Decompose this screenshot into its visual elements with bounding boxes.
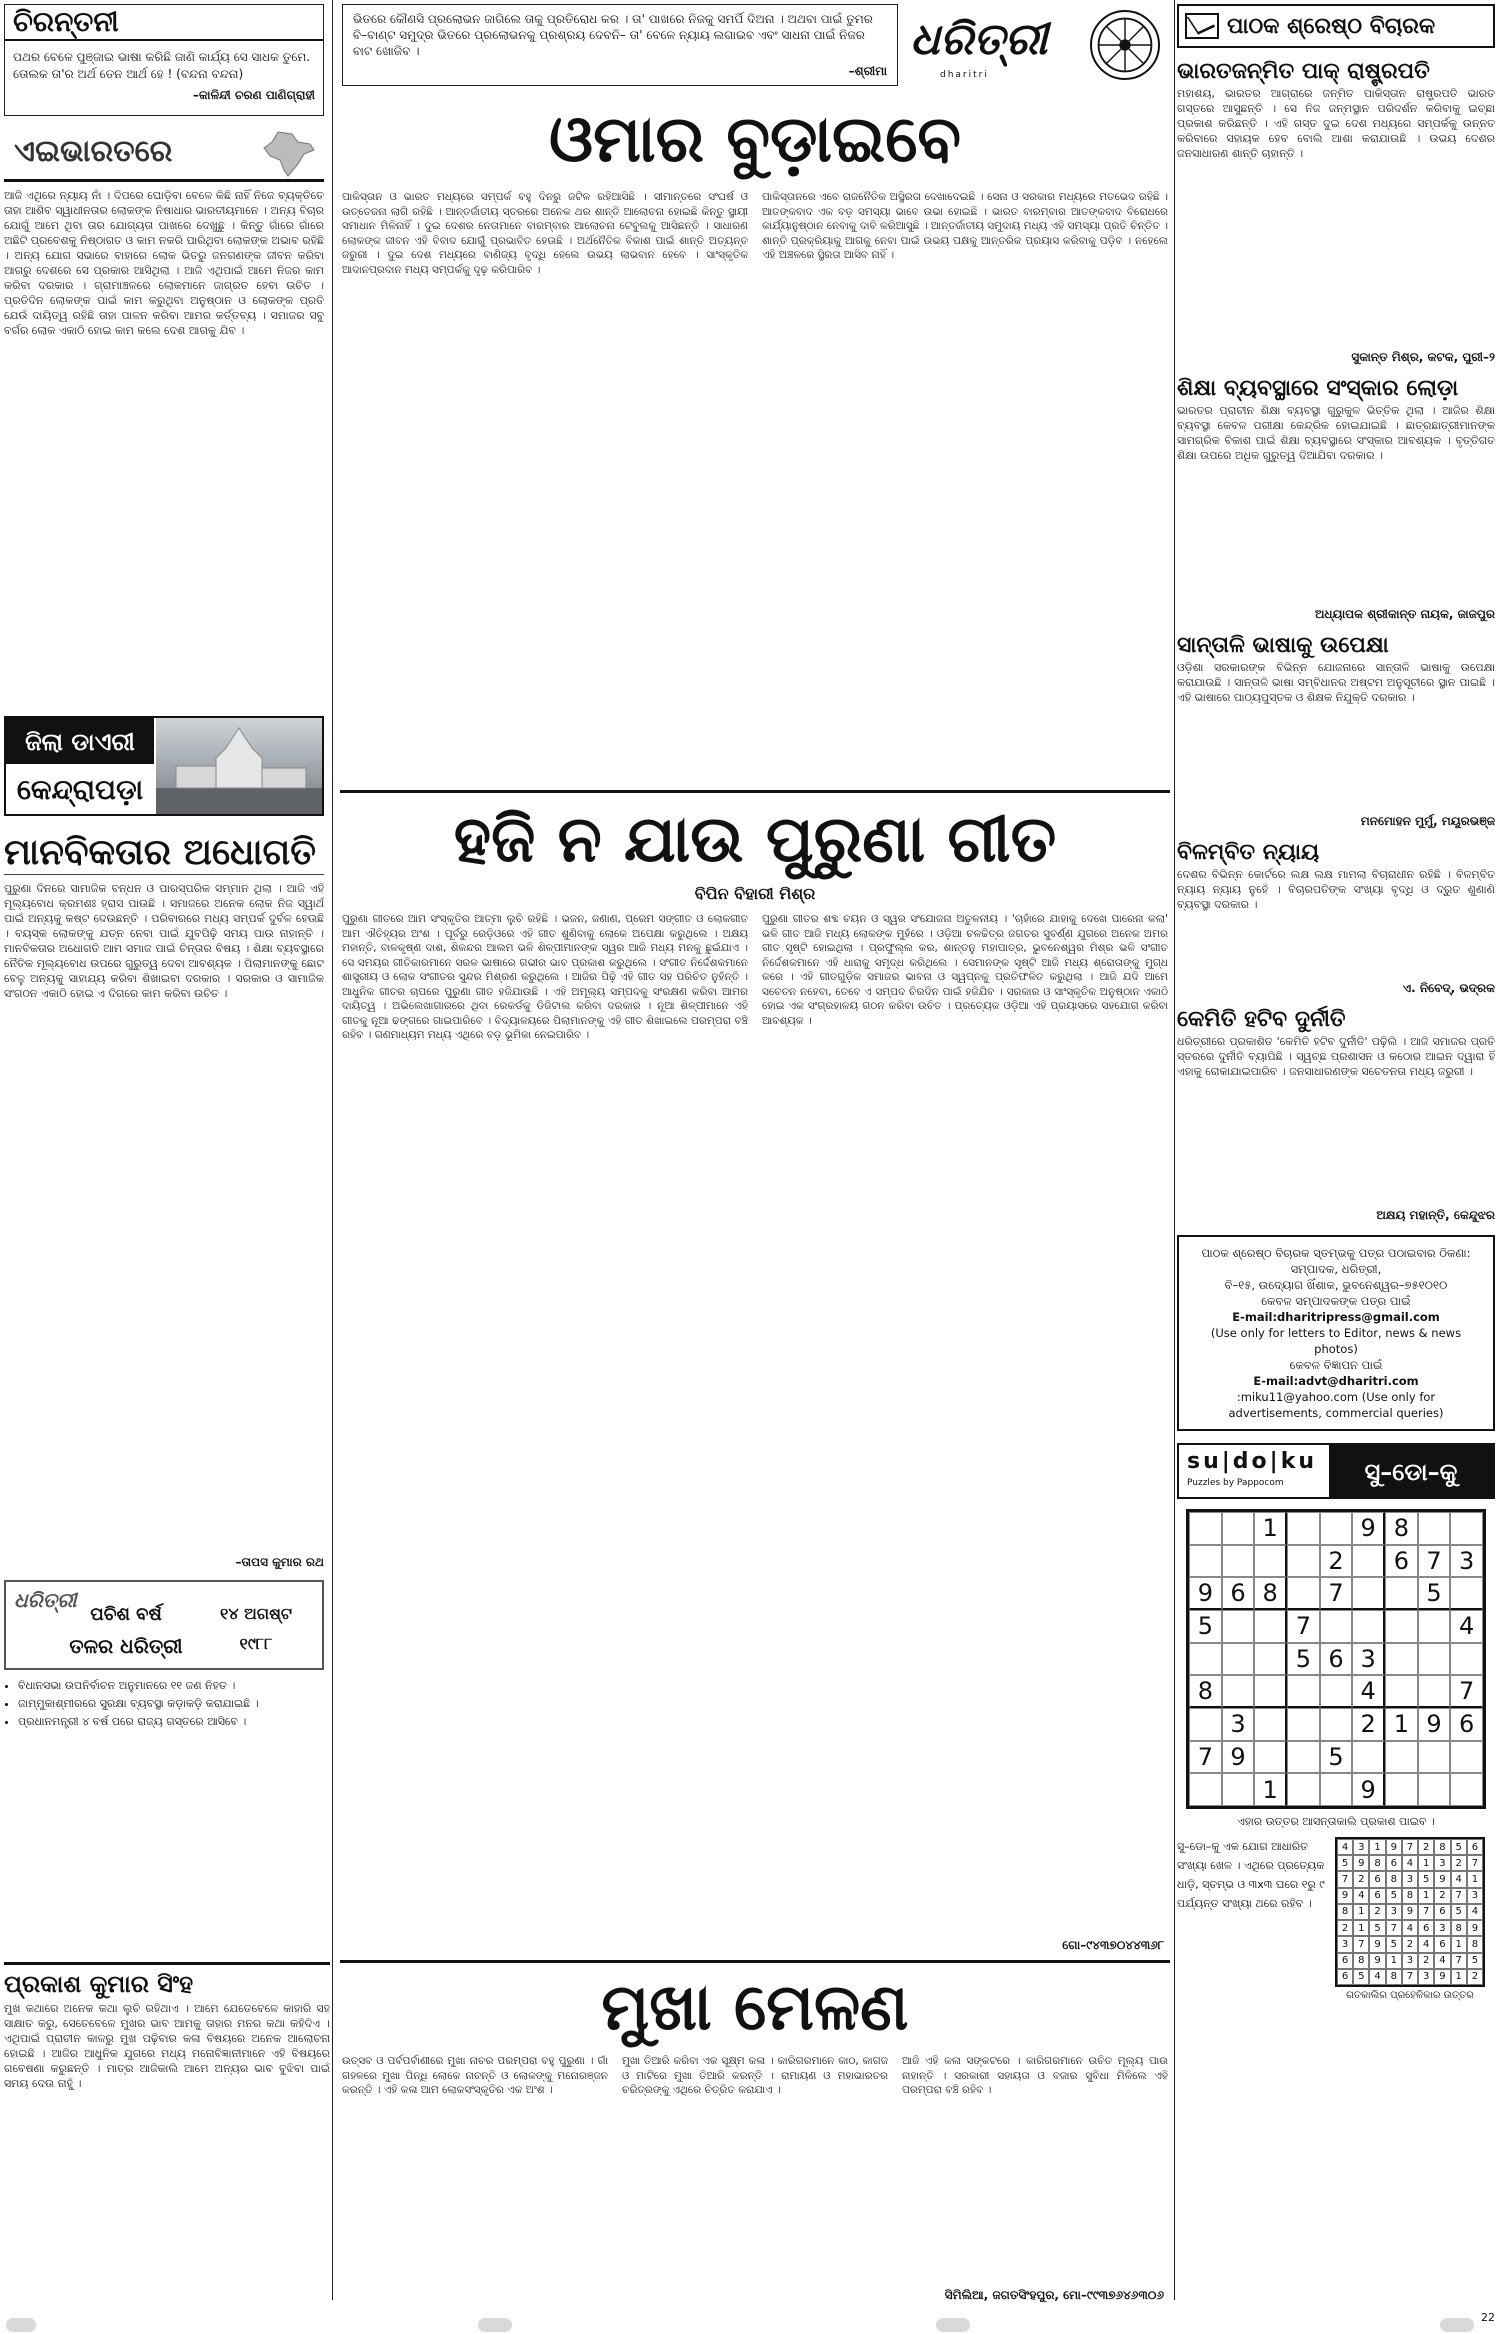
sudoku-brand [1179, 1445, 1329, 1497]
solution-cell: 7 [1402, 1839, 1418, 1855]
sudoku-cell[interactable] [1287, 1708, 1320, 1741]
sudoku-title: ସୁ–ଡୋ–କୁ [1329, 1445, 1493, 1497]
sudoku-cell[interactable]: 9 [1352, 1512, 1385, 1545]
article2-rule [340, 790, 1170, 793]
right-column [1177, 4, 1495, 2314]
solution-cell: 3 [1402, 1871, 1418, 1887]
solution-cell: 9 [1402, 1904, 1418, 1920]
aji-bharat-title: ଏଇଭାରତରେ [14, 134, 173, 169]
article3-col2: ମୁଖା ତିଆରି କରିବା ଏକ ସୂକ୍ଷ୍ମ କଳା । କାରିଗରମାନେ କାଠ, କାଗଜ ଓ ମାଟିରେ ମୁଖା ତିଆରି କରନ୍ତି । ରାମାୟଣ ଓ ମହାଭାରତର ଚରିତ୍ରଙ୍କୁ ଏଥିରେ ଚିତ୍ରିତ କରାଯାଏ । [622, 2055, 888, 2096]
sudoku-cell[interactable]: 5 [1418, 1577, 1451, 1610]
article1-columns [342, 190, 1168, 780]
solution-cell: 5 [1386, 1888, 1402, 1904]
sudoku-brand-text: su|do|ku [1187, 1449, 1317, 1474]
temple-photo [156, 718, 322, 814]
temple-image [156, 718, 322, 814]
solution-cell: 4 [1353, 1888, 1369, 1904]
sudoku-cell[interactable] [1222, 1773, 1255, 1806]
chirantani-title: ଚିରନ୍ତନୀ [5, 5, 323, 41]
solution-cell: 8 [1337, 1904, 1353, 1920]
solution-cell: 9 [1386, 1839, 1402, 1855]
sudoku-cell[interactable] [1418, 1610, 1451, 1643]
sudoku-cell[interactable]: 7 [1189, 1741, 1222, 1774]
horizontal-scrollbar[interactable] [6, 2318, 36, 2332]
prakash-block [4, 1962, 330, 2301]
letter-author: ଅକ୍ଷୟ ମହାନ୍ତି, କେନ୍ଦୁଝର [1376, 1208, 1495, 1222]
sudoku-cell[interactable] [1254, 1610, 1287, 1643]
solution-cell: 6 [1386, 1855, 1402, 1871]
divider [4, 1962, 330, 1965]
solution-cell: 9 [1467, 1920, 1483, 1936]
solution-cell: 1 [1467, 1871, 1483, 1887]
solution-cell: 2 [1353, 1871, 1369, 1887]
middle-column [340, 0, 1170, 2310]
sudoku-cell[interactable] [1189, 1545, 1222, 1578]
anniversary-bullet: • ଜାମ୍ମୁକାଶ୍ମୀରରେ ସୁରକ୍ଷା ବ୍ୟବସ୍ଥା କଡ଼ାକଡ଼ି କରାଯାଇଛି । [18, 1696, 324, 1711]
sudoku-cell[interactable] [1189, 1643, 1222, 1676]
sudoku-cell[interactable] [1254, 1675, 1287, 1708]
manavikata-body: ପୁରୁଣା ଦିନରେ ସାମାଜିକ ବନ୍ଧନ ଓ ପାରସ୍ପରିକ ସମ୍ମାନ ଥିଲା । ଆଜି ଏହି ମୂଲ୍ୟବୋଧ କ୍ରମଶଃ ହ୍ରାସ ପାଉଛି । ସମାଜରେ ଅନେକ ଲୋକ ନିଜ ସ୍ୱାର୍ଥ ପାଇଁ ଅନ୍ୟକୁ କଷ୍ଟ ଦେଉଛନ୍ତି । ପରିବାରରେ ମଧ୍ୟ ସମ୍ପର୍କ ଦୁର୍ବଳ ହେଉଛି । ବୟସ୍କ ଲୋକଙ୍କୁ ଯତ୍ନ ନେବା ପାଇଁ ଯୁବପିଢ଼ି ସମୟ ପାଉ ନାହାନ୍ତି । ମାନବିକତାର ଅଧୋଗତି ଆମ ସମାଜ ପାଇଁ ଚିନ୍ତାର ବିଷୟ । ଶିକ୍ଷା ବ୍ୟବସ୍ଥାରେ ନୈତିକ ମୂଲ୍ୟବୋଧ ଉପରେ ଗୁରୁତ୍ୱ ଦେବା ଆବଶ୍ୟକ । ପିଲାମାନଙ୍କୁ ଛୋଟ ବେଳୁ ଅନ୍ୟକୁ ସାହାଯ୍ୟ କରିବା ଶିଖାଇବା ଦରକାର । ସରକାର ଓ ସାମାଜିକ ସଂଗଠନ ଏକାଠି ହୋଇ ଏ ଦିଗରେ କାମ କରିବା ଉଚିତ । [4, 882, 324, 1000]
sudoku-cell[interactable] [1287, 1773, 1320, 1806]
sudoku-cell[interactable]: 7 [1450, 1675, 1483, 1708]
scrollbar-thumb[interactable] [478, 2318, 512, 2332]
sudoku-cell[interactable]: 7 [1320, 1577, 1353, 1610]
letter-3 [1177, 630, 1495, 829]
sudoku-cell[interactable] [1418, 1773, 1451, 1806]
sudoku-cell[interactable] [1385, 1741, 1418, 1774]
solution-cell: 1 [1369, 1839, 1385, 1855]
letter-title: ଶିକ୍ଷା ବ୍ୟବସ୍ଥାରେ ସଂସ୍କାର ଲୋଡ଼ା [1177, 375, 1459, 401]
solution-cell: 7 [1451, 1888, 1467, 1904]
solution-cell: 8 [1386, 1871, 1402, 1887]
solution-cell: 2 [1369, 1904, 1385, 1920]
letter-body: ଓଡ଼ିଶା ସରକାରଙ୍କ ବିଭିନ୍ନ ଯୋଜନାରେ ସାନ୍ତାଳି ଭାଷାକୁ ଉପେକ୍ଷା କରାଯାଉଛି । ସାନ୍ତାଳି ଭାଷା ସମ୍ବିଧାନର ଅଷ୍ଟମ ଅନୁସୂଚୀରେ ସ୍ଥାନ ପାଇଛି । ଏହି ଭାଷାରେ ପାଠ୍ୟପୁସ୍ତକ ଓ ଶିକ୍ଷକ ନିଯୁକ୍ତି ଦରକାର । [1177, 661, 1495, 704]
sudoku-cell[interactable]: 3 [1450, 1545, 1483, 1578]
solution-cell: 3 [1402, 1953, 1418, 1969]
sudoku-cell[interactable]: 2 [1352, 1708, 1385, 1741]
anniversary-year: ୧୯୮୮ [239, 1634, 273, 1653]
article1-col2: ପାକିସ୍ତାନରେ ଏବେ ରାଜନୈତିକ ଅସ୍ଥିରତା ଦେଖାଦେଇଛି । ସେନା ଓ ସରକାର ମଧ୍ୟରେ ମତଭେଦ ରହିଛି । ଆତଙ୍କବାଦ ଏକ ବଡ଼ ସମସ୍ୟା ଭାବେ ଉଭା ହୋଇଛି । ଭାରତ ବାରମ୍ବାର ଆତଙ୍କବାଦ ବିରୋଧରେ କାର୍ଯ୍ୟାନୁଷ୍ଠାନ ନେବାକୁ ଦାବି କରିଆସୁଛି । ଆନ୍ତର୍ଜାତୀୟ ସମୁଦାୟ ମଧ୍ୟ ଏହି ସମସ୍ୟା ପ୍ରତି ଚିନ୍ତିତ । ଶାନ୍ତି ପ୍ରକ୍ରିୟାକୁ ଆଗକୁ ନେବା ପାଇଁ ଉଭୟ ପକ୍ଷକୁ ଆନ୍ତରିକ ପ୍ରୟାସ କରିବାକୁ ପଡ଼ିବ । ନହେଲେ ଏହି ଅଞ୍ଚଳରେ ସ୍ଥିରତା ଆସିବ ନାହିଁ । [762, 191, 1168, 261]
chirantani-quote [5, 41, 323, 112]
address-line: କେବଳ ବିଜ୍ଞାପନ ପାଇଁ [1289, 1358, 1383, 1372]
scrollbar-thumb[interactable] [1440, 2318, 1474, 2332]
address-note: (Use only for letters to Editor, news & news photos) [1210, 1326, 1462, 1356]
sudoku-cell[interactable] [1320, 1512, 1353, 1545]
solution-cell: 5 [1418, 1871, 1434, 1887]
zila-diary-box [4, 716, 324, 816]
sudoku-cell[interactable] [1385, 1577, 1418, 1610]
solution-cell: 6 [1337, 1953, 1353, 1969]
prev-solution-grid [1335, 1837, 1485, 1987]
sudoku-cell[interactable] [1418, 1643, 1451, 1676]
solution-cell: 1 [1386, 1953, 1402, 1969]
sudoku-cell[interactable]: 6 [1222, 1577, 1255, 1610]
sudoku-rules: ସୁ–ଡୋ–କୁ ଏକ ଯୋଗ ଆଧାରିତ ସଂଖ୍ୟା ଖେଳ । ଏଥିରେ ପ୍ରତ୍ୟେକ ଧାଡ଼ି, ସ୍ତମ୍ଭ ଓ ୩x୩ ଘରେ ୧ରୁ ୯ ପର୍ଯ୍ୟନ୍ତ ସଂଖ୍ୟା ଥରେ ରହିବ । [1177, 1840, 1325, 1910]
sudoku-cell[interactable] [1352, 1545, 1385, 1578]
letter-1 [1177, 56, 1495, 365]
column-rule [1174, 0, 1175, 2300]
reader-label: ପାଠକ ଶ୍ରେଷ୍ଠ ବିଚାରକ [1227, 13, 1436, 39]
solution-cell: 6 [1369, 1871, 1385, 1887]
solution-cell: 6 [1467, 1839, 1483, 1855]
sudoku-cell[interactable] [1385, 1643, 1418, 1676]
scrollbar-thumb[interactable] [936, 2318, 970, 2332]
address-line: ବି–୧୫, ଉଦ୍ୟୋଗ ଖିଁଶାକ, ଭୁବନେଶ୍ୱର–୭୫୧୦୧୦ [1224, 1278, 1448, 1292]
address-line: ସମ୍ପାଦକ, ଧରିତ୍ରୀ, [1290, 1262, 1382, 1276]
sudoku-header [1177, 1443, 1495, 1499]
sudoku-cell[interactable] [1450, 1643, 1483, 1676]
article3-columns [342, 2054, 1168, 2280]
article2-col2: ପୁରୁଣା ଗୀତର ଶବ୍ଦ ଚୟନ ଓ ସ୍ୱର ସଂଯୋଜନା ଅତୁଳନୀୟ । 'ଚାହାଁରେ ଯାହାକୁ ଦେଖେ ପାରେନା କଲା' ଭଳି ଗୀତ ଆଜି ମଧ୍ୟ ଲୋକଙ୍କ ମୁହଁରେ । ଓଡ଼ିଆ ଚଳଚ୍ଚିତ୍ର ଜଗତର ସୁବର୍ଣ୍ଣ ଯୁଗରେ ଅନେକ ଅମର ଗୀତ ସୃଷ୍ଟି ହୋଇଥିଲା । ପ୍ରଫୁଲ୍ଲ କର, ଶାନ୍ତନୁ ମହାପାତ୍ର, ଭୁବନେଶ୍ୱର ମିଶ୍ର ଭଳି ସଂଗୀତ ନିର୍ଦ୍ଦେଶକମାନେ ଏହି ଧାରାକୁ ସମୃଦ୍ଧ କରିଥିଲେ । ସେମାନଙ୍କ ସୃଷ୍ଟି ଆଜି ମଧ୍ୟ ଶ୍ରୋତାଙ୍କୁ ମୁଗ୍ଧ କରେ । ଏହି ଗୀତଗୁଡ଼ିକ ସମାଜର ଭାବନା ଓ ସ୍ୱପ୍ନକୁ ପ୍ରତିଫଳିତ କରୁଥିଲା । ଆଜି ଯଦି ଆମେ ସଚେତନ ନହେବା, ତେବେ ଏ ସମ୍ପଦ ଚିରଦିନ ପାଇଁ ହଜିଯିବ । ସରକାର ଓ ସାଂସ୍କୃତିକ ଅନୁଷ୍ଠାନ ଏକାଠି ହୋଇ ଏକ ସଂଗ୍ରହାଳୟ ଗଠନ କରିବା ଉଚିତ । ପ୍ରତ୍ୟେକ ଓଡ଼ିଆ ଏହି ପ୍ରୟାସରେ ସହଯୋଗ କରିବା ଆବଶ୍ୟକ । [762, 913, 1168, 1027]
solution-cell: 2 [1434, 1888, 1450, 1904]
page-number: 22 [1481, 2311, 1495, 2324]
solution-cell: 3 [1434, 1920, 1450, 1936]
sudoku-cell[interactable] [1385, 1610, 1418, 1643]
divider [4, 874, 324, 875]
solution-cell: 4 [1369, 1969, 1385, 1985]
sudoku-cell[interactable]: 9 [1189, 1577, 1222, 1610]
solution-cell: 6 [1369, 1888, 1385, 1904]
sudoku-cell[interactable] [1320, 1610, 1353, 1643]
zila-diary-label: ଜିଲା ଡାଏରୀ [6, 718, 154, 764]
solution-cell: 1 [1418, 1888, 1434, 1904]
chirantani-author: –କାଳିନ୍ଦୀ ଚରଣ ପାଣିଗ୍ରାହୀ [192, 88, 315, 102]
solution-cell: 5 [1451, 1839, 1467, 1855]
solution-cell: 8 [1369, 1855, 1385, 1871]
solution-cell: 2 [1337, 1920, 1353, 1936]
sudoku-cell[interactable]: 6 [1320, 1643, 1353, 1676]
letter-2 [1177, 373, 1495, 622]
headline-mukha-melan: ମୁଖା ମେଳଣ [601, 1970, 909, 2045]
solution-cell: 9 [1434, 1969, 1450, 1985]
article3-rule [340, 1960, 1170, 1963]
sudoku-cell[interactable]: 9 [1352, 1773, 1385, 1806]
sudoku-answer-note: ଏହାର ଉତ୍ତର ଆସନ୍ତାକାଲି ପ୍ରକାଶ ପାଇବ । [1237, 1815, 1435, 1828]
solution-cell: 1 [1418, 1855, 1434, 1871]
sudoku-cell[interactable] [1418, 1512, 1451, 1545]
solution-cell: 4 [1337, 1839, 1353, 1855]
letter-author: ଏ. ନିବେଦ୍, ଭଦ୍ରକ [1402, 981, 1495, 995]
solution-cell: 7 [1418, 1904, 1434, 1920]
solution-cell: 3 [1434, 1855, 1450, 1871]
india-map-icon [258, 130, 316, 178]
solution-cell: 5 [1337, 1855, 1353, 1871]
solution-cell: 5 [1451, 1904, 1467, 1920]
solution-cell: 3 [1418, 1969, 1434, 1985]
sudoku-cell[interactable]: 8 [1385, 1512, 1418, 1545]
letter-body: ଧରିତ୍ରୀରେ ପ୍ରକାଶିତ 'କେମିତି ହଟିବ ଦୁର୍ନୀତି' ପଢ଼ିଲି । ଆଜି ସମାଜର ପ୍ରତି ସ୍ତରରେ ଦୁର୍ନୀତି ବ୍ୟାପିଛି । ସ୍ୱଚ୍ଛ ପ୍ରଶାସନ ଓ କଠୋର ଆଇନ ଦ୍ୱାରା ହିଁ ଏହାକୁ ରୋକାଯାଇପାରିବ । ଜନସାଧାରଣଙ୍କ ସଚେତନତା ମଧ୍ୟ ଜରୁରୀ । [1177, 1035, 1495, 1078]
advt-email-link[interactable]: E-mail:advt@dharitri.com [1253, 1374, 1419, 1388]
solution-cell: 5 [1467, 1953, 1483, 1969]
article2-byline: ବିପିନ ବିହାରୀ ମିଶ୍ର [694, 884, 816, 903]
letter-body: ଭାରତର ପ୍ରାଚୀନ ଶିକ୍ଷା ବ୍ୟବସ୍ଥା ଗୁରୁକୁଳ ଭିତ୍ତିକ ଥିଲା । ଆଜିର ଶିକ୍ଷା ବ୍ୟବସ୍ଥା କେବଳ ପରୀକ୍ଷା କେନ୍ଦ୍ରିକ ହୋଇଯାଇଛି । ଛାତ୍ରଛାତ୍ରୀମାନଙ୍କ ସାମଗ୍ରିକ ବିକାଶ ପାଇଁ ଶିକ୍ଷା ବ୍ୟବସ୍ଥାରେ ସଂସ୍କାର ଆବଶ୍ୟକ । ବୃତ୍ତିଗତ ଶିକ୍ଷା ଉପରେ ଅଧିକ ଗୁରୁତ୍ୱ ଦିଆଯିବା ଦରକାର । [1177, 404, 1495, 462]
solution-cell: 8 [1451, 1920, 1467, 1936]
article2-contact: ଗୋ–୯୪୩୭୦୪୪୩୬୮ [1062, 1938, 1164, 1952]
sudoku-cell[interactable] [1222, 1545, 1255, 1578]
solution-cell: 8 [1467, 1936, 1483, 1952]
solution-cell: 2 [1418, 1839, 1434, 1855]
sudoku-cell[interactable] [1254, 1741, 1287, 1774]
letter-author: ସୁକାନ୍ତ ମିଶ୍ର, କଟକ, ପୁରୀ–୨ [1351, 350, 1495, 364]
sudoku-cell[interactable] [1418, 1675, 1451, 1708]
letter-title: ସାନ୍ତାଳି ଭାଷାକୁ ଉପେକ୍ଷା [1177, 632, 1389, 658]
sudoku-cell[interactable]: 4 [1352, 1675, 1385, 1708]
article2-columns [342, 912, 1168, 1930]
sudoku-cell[interactable]: 7 [1287, 1610, 1320, 1643]
editor-email-link[interactable]: E-mail:dharitripress@gmail.com [1232, 1310, 1440, 1324]
masthead-logo: ଧରିତ୍ରୀ [910, 14, 1048, 65]
sudoku-cell[interactable]: 8 [1254, 1577, 1287, 1610]
sudoku-cell[interactable] [1254, 1708, 1287, 1741]
sudoku-cell[interactable] [1320, 1675, 1353, 1708]
solution-cell: 8 [1353, 1953, 1369, 1969]
sudoku-credit: Puzzles by Pappocom [1187, 1478, 1284, 1488]
dharma-wheel-icon [1090, 10, 1160, 80]
solution-cell: 9 [1353, 1855, 1369, 1871]
solution-cell: 7 [1386, 1920, 1402, 1936]
sudoku-cell[interactable] [1222, 1675, 1255, 1708]
solution-cell: 8 [1434, 1839, 1450, 1855]
sudoku-cell[interactable]: 5 [1287, 1643, 1320, 1676]
sudoku-cell[interactable]: 3 [1222, 1708, 1255, 1741]
solution-cell: 7 [1402, 1969, 1418, 1985]
solution-cell: 6 [1434, 1904, 1450, 1920]
anniversary-logo: ଧରିତ୍ରୀ [14, 1588, 77, 1612]
solution-cell: 1 [1451, 1969, 1467, 1985]
sudoku-cell[interactable] [1287, 1741, 1320, 1774]
masthead [910, 4, 1170, 86]
solution-cell: 7 [1451, 1953, 1467, 1969]
solution-cell: 4 [1402, 1855, 1418, 1871]
manavikata-author: –ତାପସ କୁମାର ରଥ [235, 1555, 324, 1569]
manavikata-title: ମାନବିକତାର ଅଧୋଗତି [4, 831, 316, 873]
solution-cell: 1 [1353, 1904, 1369, 1920]
sudoku-cell[interactable] [1254, 1643, 1287, 1676]
solution-cell: 4 [1434, 1953, 1450, 1969]
sudoku-cell[interactable] [1385, 1675, 1418, 1708]
aji-bharat-body: ଆଜି ଏଥିରେ ନ୍ୟାୟ ନାଁ । ଦିପରେ ଘୋଡ଼ିବା ବେଳେ କିଛି ନାହିଁ ନିଜେ ବ୍ୟକ୍ତିତେ ତାହା ଆଶିବ ସ୍ୱାଧୀନତାର ଲୋକଙ୍କ ନିଷାଧାର ଭାରତୀୟମାନେ । ଅନ୍ୟ ବିଚାର ଯୋଗୁଁ ଆମେ ଥିବା ତାର ଯୋଗ୍ୟତା ପାଖରେ ଦେଖୁଛୁ । କିନ୍ତୁ ଗାଁରେ ଗାଁରେ ଅଛିଟି ପ୍ରବେଶକୁ ନିଷ୍ଠାଗତ ଓ କାମ ନକରି ପାରିଥିବା ଲୋକଙ୍କ ଅଭାବ ରହିଛି । ଅନ୍ୟ ଯୋଗ ସଭାରେ ବାହାରେ ଲୋକ ଭିତରୁ ଜନଗଣଙ୍କ ଜୀବନ କରିବା ଆଗରୁ ଦେଶରେ ସେ ପ୍ରକାର ଆସିଥିଲା । ଆଜି ଏଥିପାଇଁ ଆମେ ନିଜର କାମ କରିବା ଦରକାର । ଗ୍ରାମାଞ୍ଚଳରେ ଲୋକମାନେ ଜାଗ୍ରତ ହେବା ଉଚିତ । ପ୍ରତିଦିନ ଲୋକଙ୍କ ପାଇଁ କାମ କରୁଥିବା ଅନୁଷ୍ଠାନ ଓ ଲୋକଙ୍କ ପ୍ରତି ଯେଉଁ ଦାୟିତ୍ୱ ରହିଛି ତାହା ପାଳନ କରିବା ଆମର କର୍ତ୍ତବ୍ୟ । ସମାଜର ସବୁ ବର୍ଗର ଲୋକ ଏକାଠି ହୋଇ କାମ କଲେ ଦେଶ ଆଗକୁ ଯିବ । [4, 189, 324, 337]
sudoku-cell[interactable] [1189, 1708, 1222, 1741]
sudoku-cell[interactable] [1287, 1512, 1320, 1545]
prev-solution-label: ଗତକାଲିର ପ୍ରହେଳିକାର ଉତ୍ତର [1346, 1990, 1474, 2001]
aji-bharat-header [4, 126, 324, 182]
column-rule [332, 0, 333, 2300]
sudoku-cell[interactable]: 6 [1385, 1545, 1418, 1578]
solution-cell: 4 [1418, 1936, 1434, 1952]
anniversary-bullets [4, 1678, 324, 1729]
solution-cell: 7 [1353, 1936, 1369, 1952]
sudoku-cell[interactable] [1222, 1512, 1255, 1545]
letter-body: ଦେଶର ବିଭିନ୍ନ କୋର୍ଟରେ ଲକ୍ଷ ଲକ୍ଷ ମାମଲା ବିଚାରାଧୀନ ରହିଛି । ବିଳମ୍ବିତ ନ୍ୟାୟ ନ୍ୟାୟ ନୁହେଁ । ବିଚାରପତିଙ୍କ ସଂଖ୍ୟା ବୃଦ୍ଧି ଓ ଦ୍ରୁତ ଶୁଣାଣି ବ୍ୟବସ୍ଥା ଦରକାର । [1177, 868, 1495, 911]
sudoku-cell[interactable]: 1 [1254, 1512, 1287, 1545]
solution-cell: 4 [1467, 1904, 1483, 1920]
sudoku-cell[interactable] [1450, 1577, 1483, 1610]
article1-col1: ପାକିସ୍ତାନ ଓ ଭାରତ ମଧ୍ୟରେ ସମ୍ପର୍କ ବହୁ ଦିନରୁ ଜଟିଳ ରହିଆସିଛି । ସୀମାନ୍ତରେ ସଂଘର୍ଷ ଓ ଉତ୍ତେଜନା ଲାଗି ରହିଛି । ଆନ୍ତର୍ଜାତୀୟ ସ୍ତରରେ ଅନେକ ଥର ଶାନ୍ତି ଆଲୋଚନା ହୋଇଛି କିନ୍ତୁ ସ୍ଥାୟୀ ସମାଧାନ ମିଳିନାହିଁ । ଦୁଇ ଦେଶର ନେତାମାନେ ବାରମ୍ବାର ଆଲୋଚନା ଟେବୁଲକୁ ଆସିଛନ୍ତି । ସାଧାରଣ ଲୋକଙ୍କ ଜୀବନ ଏହି ବିବାଦ ଯୋଗୁଁ ପ୍ରଭାବିତ ହେଉଛି । ଅର୍ଥନୈତିକ ବିକାଶ ପାଇଁ ଶାନ୍ତି ଅତ୍ୟନ୍ତ ଜରୁରୀ । ଦୁଇ ଦେଶ ମଧ୍ୟରେ ବାଣିଜ୍ୟ ବୃଦ୍ଧି ହେଲେ ଉଭୟ ଲାଭବାନ ହେବେ । ସାଂସ୍କୃତିକ ଆଦାନପ୍ରଦାନ ମଧ୍ୟ ସମ୍ପର୍କକୁ ଦୃଢ଼ କରିପାରିବ । [342, 191, 748, 276]
prev-solution-wrap [1335, 1837, 1485, 2001]
quote-box [342, 4, 898, 86]
article3-col3: ଆଜି ଏହି କଳା ସଙ୍କଟରେ । କାରିଗରମାନେ ଉଚିତ ମୂଲ୍ୟ ପାଉ ନାହାନ୍ତି । ସରକାରୀ ସହାୟତା ଓ ବଜାର ସୁବିଧା ମିଳିଲେ ଏହି ପରମ୍ପରା ବଞ୍ଚି ରହିବ । [902, 2055, 1168, 2096]
sudoku-cell[interactable] [1287, 1545, 1320, 1578]
sudoku-cell[interactable]: 1 [1254, 1773, 1287, 1806]
sudoku-cell[interactable]: 9 [1418, 1708, 1451, 1741]
chirantani-box [4, 4, 324, 116]
solution-cell: 2 [1418, 1953, 1434, 1969]
solution-cell: 8 [1402, 1888, 1418, 1904]
letter-body: ମହାଶୟ, ଭାରତର ଆଗ୍ରାରେ ଜନ୍ମିତ ପାକିସ୍ତାନ ରାଷ୍ଟ୍ରପତି ଭାରତ ଗସ୍ତରେ ଆସୁଛନ୍ତି । ସେ ନିଜ ଜନ୍ମସ୍ଥାନ ପରିଦର୍ଶନ କରିବାକୁ ଇଚ୍ଛା ପ୍ରକାଶ କରିଛନ୍ତି । ଏହି ଗସ୍ତ ଦୁଇ ଦେଶ ମଧ୍ୟରେ ସମ୍ପର୍କକୁ ଉନ୍ନତ କରିବାରେ ସହାୟକ ହେବ ବୋଲି ଆଶା କରାଯାଉଛି । ଉଭୟ ଦେଶର ଜନସାଧାରଣ ଶାନ୍ତି ଚାହାନ୍ତି । [1177, 87, 1495, 160]
address-line: କେବଳ ସମ୍ପାଦକଙ୍କ ପତ୍ର ପାଇଁ [1261, 1294, 1411, 1308]
solution-cell: 6 [1337, 1969, 1353, 1985]
sudoku-cell[interactable] [1254, 1545, 1287, 1578]
solution-cell: 9 [1369, 1936, 1385, 1952]
address-box [1177, 1235, 1495, 1431]
solution-cell: 6 [1418, 1920, 1434, 1936]
article3-col1: ଉତ୍ସବ ଓ ପର୍ବପର୍ବାଣୀରେ ମୁଖା ନାଚର ପରମ୍ପରା ବହୁ ପୁରୁଣା । ଗାଁ ଗହଳରେ ମୁଖା ପିନ୍ଧି ଲୋକେ ନାଚନ୍ତି ଓ ଲୋକଙ୍କୁ ମନୋରଞ୍ଜନ କରନ୍ତି । ଏହି କଳା ଆମ ଲୋକସଂସ୍କୃତିର ଏକ ଅଂଶ । [342, 2055, 608, 2096]
anniversary-box [4, 1580, 324, 1670]
solution-cell: 3 [1337, 1936, 1353, 1952]
sudoku-cell[interactable] [1222, 1643, 1255, 1676]
letter-author: ମନମୋହନ ମୁର୍ମୁ, ମୟୂରଭଞ୍ଜ [1360, 814, 1495, 828]
solution-cell: 6 [1434, 1936, 1450, 1952]
letter-4 [1177, 837, 1495, 996]
solution-cell: 4 [1402, 1920, 1418, 1936]
sudoku-cell[interactable] [1450, 1773, 1483, 1806]
headline-puruna-geet: ହଜି ନ ଯାଉ ପୁରୁଣା ଗୀତ [453, 802, 1057, 877]
solution-cell: 7 [1467, 1855, 1483, 1871]
sudoku-cell[interactable]: 4 [1450, 1610, 1483, 1643]
sudoku-cell[interactable]: 6 [1450, 1708, 1483, 1741]
solution-cell: 3 [1386, 1904, 1402, 1920]
anniversary-years: ପଚିଶ ବର୍ଷ [90, 1604, 162, 1625]
solution-cell: 3 [1467, 1888, 1483, 1904]
solution-cell: 9 [1369, 1953, 1385, 1969]
solution-cell: 5 [1369, 1920, 1385, 1936]
solution-cell: 9 [1337, 1888, 1353, 1904]
letter-title: କେମିତି ହଟିବ ଦୁର୍ନୀତି [1177, 1006, 1346, 1032]
chirantani-quote-text: ପଥର ବେଳେ ପୁଞ୍ଜାଇ ଭାଷା କରିଛି ଜାଣି କାର୍ଯ୍ୟ ସେ ସାଧକ ତୁମେ. ତୋଲକ ତା'ର ଅର୍ଥ ତେନ ଆର୍ଥ ହେ ! (ବନ୍ଦନା ବନ୍ଦନା) [13, 50, 311, 81]
solution-cell: 2 [1467, 1969, 1483, 1985]
address-line: ପାଠକ ଶ୍ରେଷ୍ଠ ବିଚାରକ ସ୍ତମ୍ଭକୁ ପତ୍ର ପଠାଇବାର ଠିକଣା: [1201, 1246, 1471, 1260]
sudoku-cell[interactable] [1418, 1741, 1451, 1774]
sudoku-cell[interactable] [1352, 1610, 1385, 1643]
sudoku-cell[interactable] [1189, 1512, 1222, 1545]
solution-cell: 1 [1451, 1936, 1467, 1952]
solution-cell: 5 [1386, 1936, 1402, 1952]
anniversary-bullet: • ବିଧାନସଭା ଉପନିର୍ବାଚନ ଅନୁମାନରେ ୧୧ ଜଣ ନିହତ । [18, 1678, 324, 1693]
solution-cell: 2 [1402, 1936, 1418, 1952]
reader-header [1177, 4, 1495, 48]
sudoku-cell[interactable] [1450, 1741, 1483, 1774]
sudoku-cell[interactable]: 9 [1222, 1741, 1255, 1774]
zila-district-name: କେନ୍ଦ୍ରାପଡ଼ା [16, 773, 144, 806]
quote-text: ଭିତରେ କୌଣସି ପ୍ରଲୋଭନ ଜାଗିଲେ ତାକୁ ପ୍ରତିରୋଧ କର । ତା' ପାଖରେ ନିଜକୁ ସମର୍ପି ଦିଅନା । ଅଥବା ପାଇଁ ତୁମର ବି–ବାଣ୍ଟ ସମୁଦ୍ର ଭିତରେ ପ୍ରଲୋଭନକୁ ପ୍ରଶ୍ରୟ ଦେବନି– ତା' ବେଳେ ନ୍ୟାୟ ଲଗାଇବ ଏବଂ ସାଧନା ପାଇଁ ନିଜର ବାଟ ଖୋଜିବ । [353, 12, 873, 58]
letter-title: ଭାରତଜନ୍ମିତ ପାକ୍ ରାଷ୍ଟ୍ରପତି [1177, 58, 1430, 84]
headline-omar: ଓମାର ବୁଡ଼ାଇବେ [549, 102, 961, 177]
solution-cell: 1 [1353, 1920, 1369, 1936]
sudoku-cell[interactable] [1352, 1577, 1385, 1610]
sudoku-cell[interactable] [1189, 1773, 1222, 1806]
sudoku-cell[interactable]: 3 [1352, 1643, 1385, 1676]
sudoku-cell[interactable] [1320, 1773, 1353, 1806]
envelope-icon [1185, 13, 1219, 39]
anniversary-sub: ତଳର ଧରିତ୍ରୀ [69, 1634, 183, 1658]
prakash-author-name: ପ୍ରକାଶ କୁମାର ସିଂହ [4, 1969, 194, 1998]
solution-cell: 7 [1337, 1871, 1353, 1887]
solution-cell: 4 [1451, 1871, 1467, 1887]
letter-5 [1177, 1004, 1495, 1223]
solution-cell: 5 [1353, 1969, 1369, 1985]
article3-author: ସିମିଲିଆ, ଜଗତସିଂହପୁର, ମୋ–୯୯୩୭୬୪୬୩୦୬ [944, 2288, 1164, 2302]
sudoku-solution-area [1177, 1837, 1495, 2001]
solution-cell: 9 [1434, 1871, 1450, 1887]
sudoku-cell[interactable] [1352, 1741, 1385, 1774]
anniversary-bullet: • ପ୍ରଧାନମନ୍ତ୍ରୀ ୪ ବର୍ଷ ପରେ ରାଜ୍ୟ ଗସ୍ତରେ ଆସିବେ । [18, 1714, 324, 1729]
sudoku-grid[interactable] [1186, 1509, 1486, 1809]
anniversary-date: ୧୪ ଅଗଷ୍ଟ [220, 1604, 292, 1623]
solution-cell: 2 [1451, 1855, 1467, 1871]
advt-email-alt: :miku11@yahoo.com (Use only for advertisements, commercial queries) [1228, 1390, 1444, 1420]
letter-title: ବିଳମ୍ବିତ ନ୍ୟାୟ [1177, 839, 1320, 865]
article2-col1: ପୁରୁଣା ଗୀତରେ ଆମ ସଂସ୍କୃତିର ଆତ୍ମା ଲୁଚି ରହିଛି । ଭଜନ, ଜଣାଣ, ପ୍ରେମ ସଙ୍ଗୀତ ଓ ଲୋକଗୀତ ଆମ ଐତିହ୍ୟର ଅଂଶ । ପୂର୍ବରୁ ରେଡ଼ିଓରେ ଏହି ଗୀତ ଶୁଣିବାକୁ ଲୋକେ ଅପେକ୍ଷା କରୁଥିଲେ । ଅକ୍ଷୟ ମହାନ୍ତି, ବାଳକୃଷ୍ଣ ଦାଶ, ଶିକନ୍ଦର ଆଲମ ଭଳି ଶିଳ୍ପୀମାନଙ୍କ ସ୍ୱର ଆଜି ମଧ୍ୟ ମନକୁ ଛୁଇଁଯାଏ । ସେ ସମୟର ଗୀତିକାରମାନେ ସରଳ ଭାଷାରେ ଗଭୀର ଭାବ ପ୍ରକାଶ କରୁଥିଲେ । ସଂଗୀତ ନିର୍ଦ୍ଦେଶକମାନେ ଶାସ୍ତ୍ରୀୟ ଓ ଲୋକ ସଂଗୀତର ସୁନ୍ଦର ମିଶ୍ରଣ କରୁଥିଲେ । ଆଜିର ପିଢ଼ି ଏହି ଗୀତ ସହ ପରିଚିତ ନୁହଁନ୍ତି । ଆଧୁନିକ ଗୀତର ଚାପରେ ପୁରୁଣା ଗୀତ ହଜିଯାଉଛି । ଏହି ଅମୂଲ୍ୟ ସମ୍ପଦକୁ ସଂରକ୍ଷଣ କରିବା ଆମର ଦାୟିତ୍ୱ । ଅଭିଲେଖାଗାରରେ ଥିବା ରେକର୍ଡକୁ ଡିଜିଟାଲ କରିବା ଦରକାର । ନୂଆ ଶିଳ୍ପୀମାନେ ଏହି ଗୀତକୁ ନୂଆ ଢଙ୍ଗରେ ଗାଇପାରିବେ । ବିଦ୍ୟାଳୟରେ ପିଲାମାନଙ୍କୁ ଏହି ଗୀତ ଶିଖାଇଲେ ପରମ୍ପରା ବଞ୍ଚି ରହିବ । ଗଣମାଧ୍ୟମ ମଧ୍ୟ ଏଥିରେ ବଡ଼ ଭୂମିକା ନେଇପାରିବ । [342, 913, 748, 1041]
masthead-sub: dharitri [940, 70, 989, 80]
sudoku-cell[interactable] [1450, 1512, 1483, 1545]
sudoku-cell[interactable] [1320, 1708, 1353, 1741]
quote-author: –ଶ୍ରୀମା [848, 64, 887, 78]
sudoku-cell[interactable]: 8 [1189, 1675, 1222, 1708]
solution-cell: 8 [1386, 1969, 1402, 1985]
sudoku-cell[interactable]: 5 [1320, 1741, 1353, 1774]
sudoku-cell[interactable] [1222, 1610, 1255, 1643]
prakash-body: ମୁଖ କଥାରେ ଅନେକ କଥା ଲୁଚି ରହିଥାଏ । ଆମେ ଯେତେବେଳେ କାହାରି ସହ ସାକ୍ଷାତ କରୁ, ସେତେବେଳେ ମୁଖର ଭାବ ଆମକୁ ତାହାର ମନର କଥା କହିଦିଏ । ଏଥିପାଇଁ ପ୍ରାଚୀନ କାଳରୁ ମୁଖ ପଢ଼ିବାର କଳା ବିଷୟରେ ଅନେକ ଆଲୋଚନା ହୋଇଛି । ଆଜିର ଆଧୁନିକ ଯୁଗରେ ମଧ୍ୟ ମନୋବିଜ୍ଞାନୀମାନେ ଏହି ବିଷୟରେ ଗବେଷଣା କରୁଛନ୍ତି । ମାତ୍ର ଆଜିକାଲି ଆମେ ଅନ୍ୟର ଭାବ ବୁଝିବା ପାଇଁ ସମୟ ଦେଉ ନାହୁଁ । [4, 2002, 330, 2090]
sudoku-cell[interactable] [1385, 1773, 1418, 1806]
solution-cell: 3 [1353, 1839, 1369, 1855]
sudoku-cell[interactable] [1287, 1577, 1320, 1610]
letter-author: ଅଧ୍ୟାପକ ଶ୍ରୀକାନ୍ତ ନାୟକ, ଜାଜପୁର [1314, 607, 1495, 621]
sudoku-cell[interactable]: 1 [1385, 1708, 1418, 1741]
sudoku-cell[interactable]: 7 [1418, 1545, 1451, 1578]
sudoku-cell[interactable]: 2 [1320, 1545, 1353, 1578]
sudoku-cell[interactable] [1287, 1675, 1320, 1708]
sudoku-cell[interactable]: 5 [1189, 1610, 1222, 1643]
